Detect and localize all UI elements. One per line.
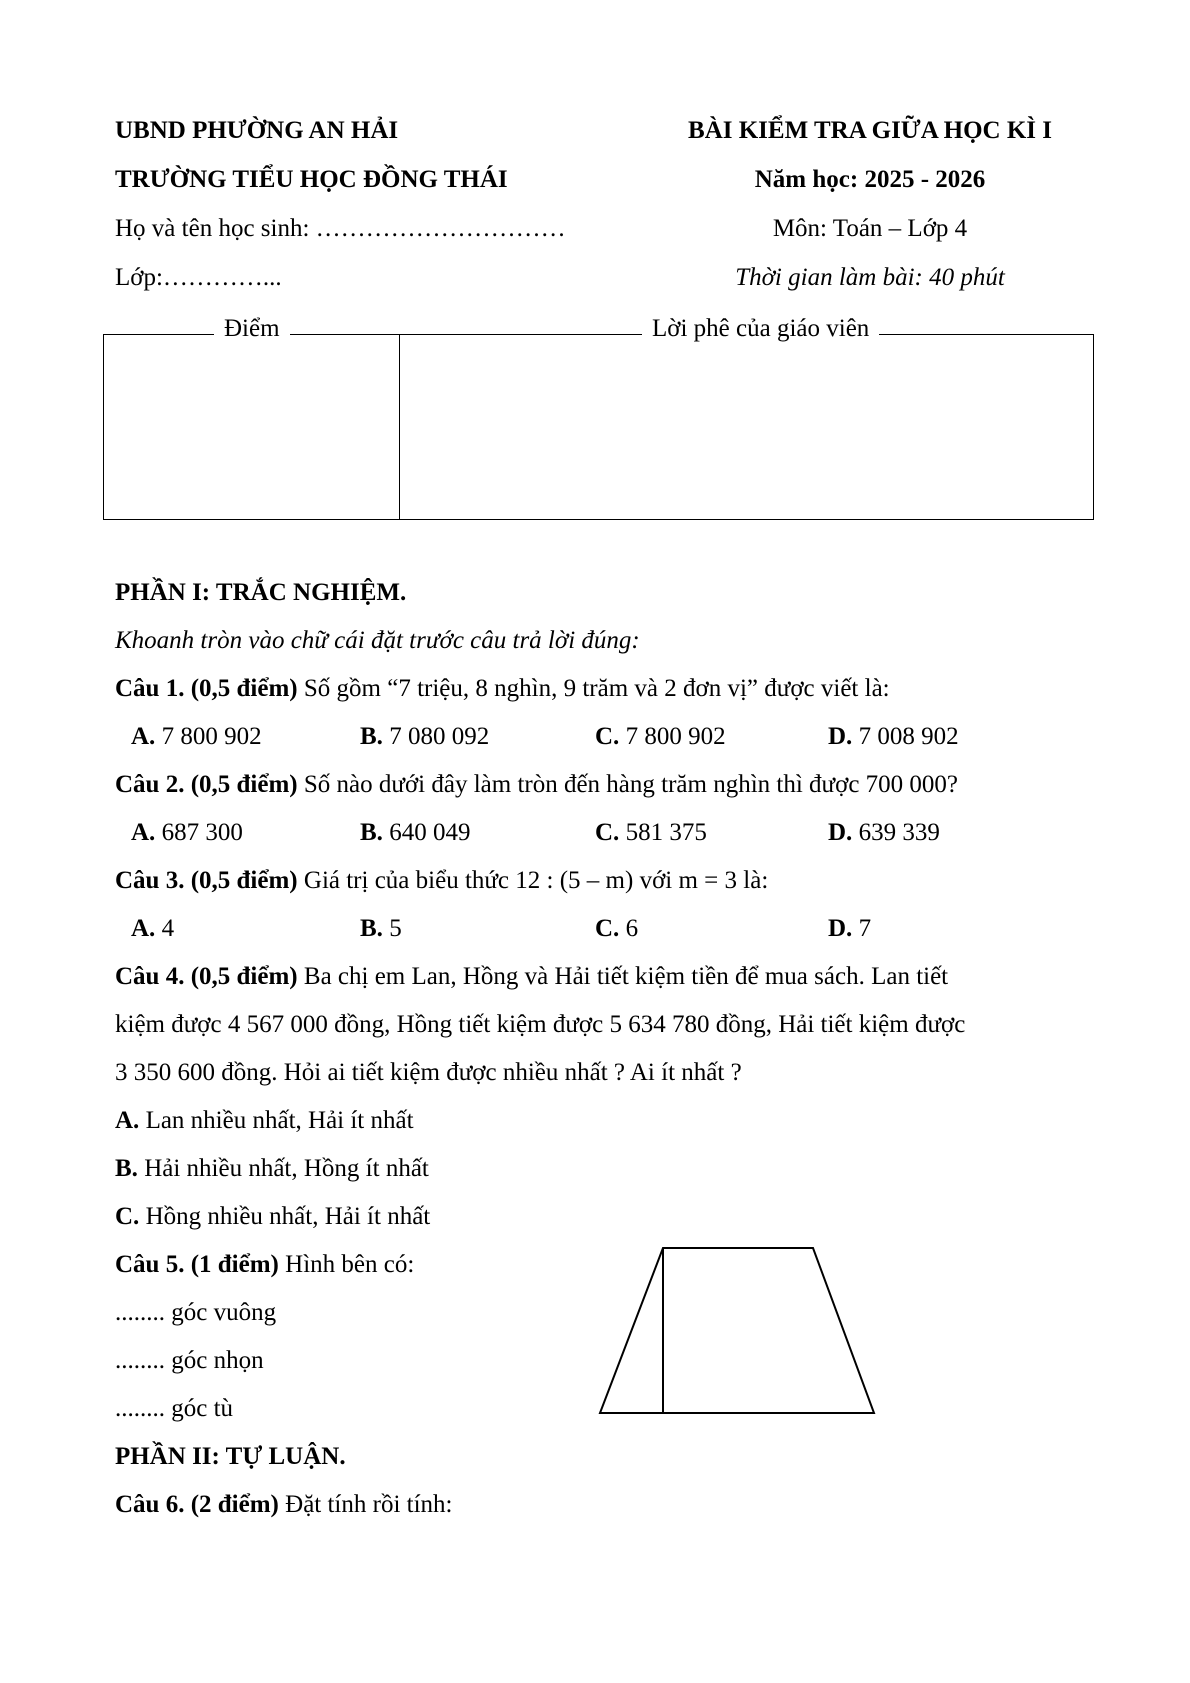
- q5-acute-angles[interactable]: ........ góc nhọn: [115, 1347, 264, 1374]
- question-5: [115, 1252, 414, 1277]
- q2-option-a[interactable]: A. 687 300: [131, 819, 243, 846]
- q4-option-a[interactable]: A. Lan nhiều nhất, Hải ít nhất: [115, 1107, 414, 1134]
- teacher-comment-label: Lời phê của giáo viên: [642, 316, 879, 341]
- question-1: [115, 676, 890, 701]
- q4-option-b[interactable]: B. Hải nhiều nhất, Hồng ít nhất: [115, 1155, 429, 1182]
- question-1-text: Số gồm “7 triệu, 8 nghìn, 9 trăm và 2 đơn vị” được viết là:: [297, 675, 890, 702]
- question-3-text: Giá trị của biểu thức 12 : (5 – m) với m = 3 là:: [297, 867, 769, 894]
- school-authority: UBND PHƯỜNG AN HẢI: [115, 117, 399, 144]
- q3-option-a[interactable]: A. 4: [131, 915, 175, 942]
- student-name-line: Họ và tên học sinh: …………………………: [115, 215, 566, 242]
- question-4: [115, 964, 948, 989]
- q2-option-d[interactable]: D. 639 339: [828, 819, 940, 846]
- q2-option-b[interactable]: B. 640 049: [360, 819, 471, 846]
- school-name: TRƯỜNG TIỂU HỌC ĐỒNG THÁI: [115, 166, 508, 193]
- question-6: [115, 1492, 453, 1517]
- q1-option-b[interactable]: B. 7 080 092: [360, 723, 490, 750]
- class-line: Lớp:…………...: [115, 264, 282, 291]
- part1-title: PHẦN I: TRẮC NGHIỆM.: [115, 579, 407, 606]
- time-line: Thời gian làm bài: 40 phút: [735, 264, 1005, 291]
- q3-option-c[interactable]: C. 6: [595, 915, 639, 942]
- part2-title: PHẦN II: TỰ LUẬN.: [115, 1443, 346, 1470]
- grade-comment-box: [103, 334, 1094, 520]
- box-divider: [399, 335, 400, 519]
- question-5-label: Câu 5. (1 điểm): [115, 1251, 279, 1278]
- q4-option-c[interactable]: C. Hồng nhiều nhất, Hải ít nhất: [115, 1203, 431, 1230]
- question-4-text-3: 3 350 600 đồng. Hỏi ai tiết kiệm được nhiều nhất ? Ai ít nhất ?: [115, 1059, 742, 1086]
- q5-obtuse-angles[interactable]: ........ góc tù: [115, 1395, 234, 1422]
- exam-title: BÀI KIỂM TRA GIỮA HỌC KÌ I: [688, 117, 1052, 144]
- question-4-text-2: kiệm được 4 567 000 đồng, Hồng tiết kiệm được 5 634 780 đồng, Hải tiết kiệm được: [115, 1011, 966, 1038]
- question-6-text: Đặt tính rồi tính:: [278, 1491, 453, 1518]
- trapezoid-figure: [590, 1244, 890, 1419]
- question-4-label: Câu 4. (0,5 điểm): [115, 963, 298, 990]
- question-4-text-1: Ba chị em Lan, Hồng và Hải tiết kiệm tiền để mua sách. Lan tiết: [297, 963, 949, 990]
- score-label: Điểm: [214, 316, 290, 341]
- q1-option-c[interactable]: C. 7 800 902: [595, 723, 726, 750]
- question-2-text: Số nào dưới đây làm tròn đến hàng trăm nghìn thì được 700 000?: [297, 771, 959, 798]
- question-3: [115, 868, 768, 893]
- trapezoid-outline: [600, 1248, 874, 1413]
- question-2-label: Câu 2. (0,5 điểm): [115, 771, 298, 798]
- q5-right-angles[interactable]: ........ góc vuông: [115, 1299, 277, 1326]
- part1-instruction: Khoanh tròn vào chữ cái đặt trước câu trả lời đúng:: [115, 627, 640, 654]
- q2-option-c[interactable]: C. 581 375: [595, 819, 707, 846]
- question-6-label: Câu 6. (2 điểm): [115, 1491, 279, 1518]
- question-5-text: Hình bên có:: [278, 1251, 415, 1278]
- school-year: Năm học: 2025 - 2026: [754, 166, 986, 193]
- subject-line: Môn: Toán – Lớp 4: [772, 215, 968, 242]
- question-2: [115, 772, 958, 797]
- q1-option-a[interactable]: A. 7 800 902: [131, 723, 262, 750]
- q3-option-b[interactable]: B. 5: [360, 915, 402, 942]
- q1-option-d[interactable]: D. 7 008 902: [828, 723, 959, 750]
- question-3-label: Câu 3. (0,5 điểm): [115, 867, 298, 894]
- question-1-label: Câu 1. (0,5 điểm): [115, 675, 298, 702]
- q3-option-d[interactable]: D. 7: [828, 915, 872, 942]
